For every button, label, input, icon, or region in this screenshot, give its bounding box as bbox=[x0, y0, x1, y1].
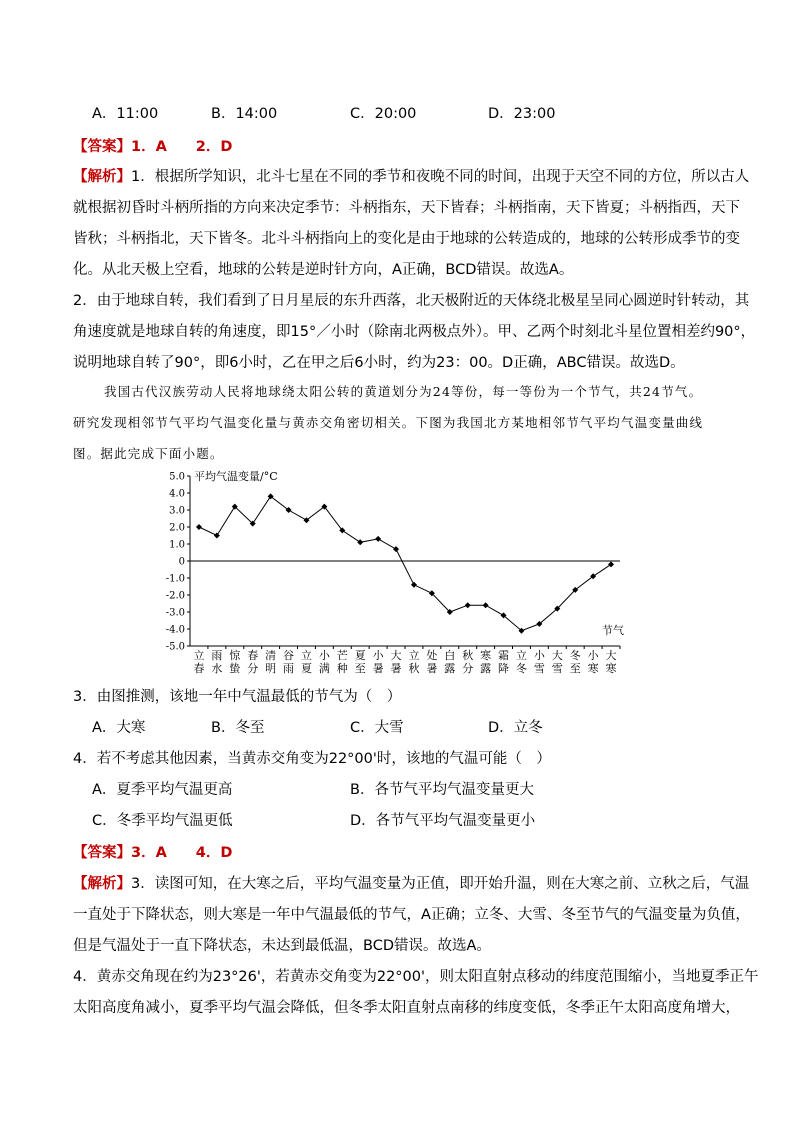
data-point bbox=[214, 533, 220, 539]
y-tick-label: 0 bbox=[178, 556, 185, 568]
x-tick-label: 立 bbox=[300, 649, 312, 662]
x-tick-label: 霜 bbox=[498, 649, 510, 662]
x-tick-label: 满 bbox=[318, 662, 330, 675]
x-tick-label: 小 bbox=[318, 649, 330, 662]
data-point bbox=[483, 602, 489, 608]
q4-option-b: B．各节气平均气温变量更大 bbox=[350, 782, 534, 798]
analysis-line: 化。从北天极上空看，地球的公转是逆时针方向，A正确，BCD错误。故选A。 bbox=[73, 262, 574, 278]
x-tick-label: 秋 bbox=[408, 662, 420, 675]
analysis-line: 【解析】1．根据所学知识，北斗七星在不同的季节和夜晚不同的时间，出现于天空不同的方位，所以古人 bbox=[73, 169, 750, 185]
option-d: D．23:00 bbox=[488, 106, 556, 122]
data-point bbox=[608, 561, 614, 567]
series-line bbox=[199, 496, 611, 630]
x-tick-label: 水 bbox=[211, 662, 223, 675]
data-point bbox=[357, 539, 363, 545]
x-tick-label: 冬 bbox=[515, 662, 527, 675]
intro-line: 我国古代汉族劳动人民将地球绕太阳公转的黄道划分为24等份，每一等份为一个节气，共24节气。 bbox=[104, 384, 703, 399]
x-tick-label: 秋 bbox=[462, 649, 474, 662]
x-tick-label: 雪 bbox=[551, 662, 563, 675]
x-tick-label: 春 bbox=[193, 662, 205, 675]
x-tick-label: 处 bbox=[426, 649, 438, 662]
answer-label: 【答案】 bbox=[73, 845, 131, 861]
y-tick-label: 3.0 bbox=[169, 505, 185, 517]
x-tick-label: 种 bbox=[336, 662, 348, 675]
q3-option-c: C．大雪 bbox=[350, 720, 404, 736]
intro-line: 图。据此完成下面小题。 bbox=[73, 446, 224, 461]
x-tick-label: 惊 bbox=[229, 649, 241, 662]
y-tick-label: 4.0 bbox=[169, 488, 185, 500]
x-tick-label: 大 bbox=[605, 649, 617, 662]
analysis-line: 角速度就是地球自转的角速度，即15°／小时（除南北两极点外）。甲、乙两个时刻北斗星位置相差约90°， bbox=[73, 324, 756, 340]
x-tick-label: 冬 bbox=[569, 649, 581, 662]
question-3-stem: 3．由图推测，该地一年中气温最低的节气为（ ） bbox=[73, 689, 402, 705]
x-tick-label: 清 bbox=[265, 649, 277, 662]
x-tick-label: 分 bbox=[462, 662, 474, 675]
x-tick-label: 寒 bbox=[480, 649, 492, 662]
analysis-label: 【解析】 bbox=[73, 169, 131, 185]
x-tick-label: 露 bbox=[444, 662, 456, 675]
x-tick-label: 大 bbox=[551, 649, 563, 662]
q4-option-d: D．各节气平均气温变量更小 bbox=[350, 813, 536, 829]
x-tick-label: 明 bbox=[265, 662, 277, 675]
y-tick-label: -3.0 bbox=[165, 607, 185, 619]
answer-text: 1．A 2．D bbox=[131, 139, 233, 155]
analysis-line: 一直处于下降状态，则大寒是一年中气温最低的节气，A正确；立冬、大雪、冬至节气的气温变量为负值， bbox=[73, 907, 750, 923]
option-b: B．14:00 bbox=[211, 106, 278, 122]
answer-label: 【答案】 bbox=[73, 139, 131, 155]
x-tick-label: 降 bbox=[498, 662, 510, 675]
y-tick-label: -2.0 bbox=[165, 590, 185, 602]
answer-text: 3．A 4．D bbox=[131, 845, 233, 861]
y-tick-label: -5.0 bbox=[165, 641, 185, 653]
data-point bbox=[411, 582, 417, 588]
x-tick-label: 暑 bbox=[390, 662, 402, 675]
y-axis-label: 平均气温变量/°C bbox=[194, 470, 278, 483]
x-tick-label: 立 bbox=[408, 649, 420, 662]
question-4-stem: 4．若不考虑其他因素，当黄赤交角变为22°00'时，该地的气温可能（ ） bbox=[73, 751, 551, 767]
answer-block-2 bbox=[73, 841, 232, 862]
analysis-line: 太阳高度角减小，夏季平均气温会降低，但冬季太阳直射点南移的纬度变低，冬季正午太阳高度角增大， bbox=[73, 1000, 740, 1016]
data-point bbox=[375, 536, 381, 542]
analysis-line: 就根据初昏时斗柄所指的方向来决定季节：斗柄指东，天下皆春；斗柄指南，天下皆夏；斗柄指西，天下 bbox=[73, 200, 740, 216]
q4-option-a: A．夏季平均气温更高 bbox=[92, 782, 233, 798]
x-tick-label: 露 bbox=[480, 662, 492, 675]
analysis-label: 【解析】 bbox=[73, 876, 131, 892]
x-tick-label: 立 bbox=[515, 649, 527, 662]
x-tick-label: 夏 bbox=[354, 649, 366, 662]
analysis-line: 2．由于地球自转，我们看到了日月星辰的东升西落，北天极附近的天体绕北极星呈同心圆逆时针转动，其 bbox=[73, 293, 750, 309]
x-tick-label: 雪 bbox=[533, 662, 545, 675]
x-tick-label: 小 bbox=[372, 649, 384, 662]
x-tick-label: 立 bbox=[193, 649, 205, 662]
y-tick-label: 5.0 bbox=[169, 471, 185, 483]
x-axis-label: 节气 bbox=[602, 624, 624, 637]
analysis-line: 皆秋；斗柄指北，天下皆冬。北斗斗柄指向上的变化是由于地球的公转造成的，地球的公转形成季节的变 bbox=[73, 231, 740, 247]
x-tick-label: 芒 bbox=[336, 649, 348, 662]
x-tick-label: 分 bbox=[247, 662, 259, 675]
analysis-line: 4．黄赤交角现在约为23°26'，若黄赤交角变为22°00'，则太阳直射点移动的纬度范围缩小，当地夏季正午 bbox=[73, 969, 759, 985]
x-tick-label: 春 bbox=[247, 649, 259, 662]
x-tick-label: 寒 bbox=[605, 662, 617, 675]
analysis-line: 【解析】3．读图可知，在大寒之后，平均气温变量为正值，即开始升温，则在大寒之前、立秋之后，气温 bbox=[73, 876, 750, 892]
answer-block-1 bbox=[73, 135, 232, 156]
y-tick-label: 1.0 bbox=[169, 539, 185, 551]
x-tick-label: 雨 bbox=[283, 662, 295, 675]
x-tick-label: 谷 bbox=[283, 649, 295, 662]
temperature-change-chart bbox=[160, 466, 640, 676]
x-tick-label: 小 bbox=[533, 649, 545, 662]
intro-line: 研究发现相邻节气平均气温变化量与黄赤交角密切相关。下图为我国北方某地相邻节气平均气温变量曲线 bbox=[73, 415, 704, 430]
q3-option-a: A．大寒 bbox=[92, 720, 146, 736]
option-a: A．11:00 bbox=[92, 106, 159, 122]
option-c: C．20:00 bbox=[350, 106, 417, 122]
x-tick-label: 至 bbox=[354, 662, 366, 675]
q3-option-b: B．冬至 bbox=[211, 720, 265, 736]
analysis-line: 说明地球自转了90°，即6小时，乙在甲之后6小时，约为23：00。D正确，ABC错误。故选D。 bbox=[73, 355, 685, 371]
x-tick-label: 雨 bbox=[211, 649, 223, 662]
x-tick-label: 小 bbox=[587, 649, 599, 662]
x-tick-label: 寒 bbox=[587, 662, 599, 675]
x-tick-label: 暑 bbox=[372, 662, 384, 675]
data-point bbox=[465, 602, 471, 608]
q4-option-c: C．冬季平均气温更低 bbox=[92, 813, 233, 829]
data-point bbox=[393, 546, 399, 552]
analysis-line: 但是气温处于一直下降状态，未达到最低温，BCD错误。故选A。 bbox=[73, 938, 491, 954]
y-tick-label: -1.0 bbox=[165, 573, 185, 585]
x-tick-label: 至 bbox=[569, 662, 581, 675]
x-tick-label: 大 bbox=[390, 649, 402, 662]
x-tick-label: 蛰 bbox=[229, 662, 241, 675]
x-tick-label: 暑 bbox=[426, 662, 438, 675]
x-tick-label: 夏 bbox=[300, 662, 312, 675]
y-tick-label: -4.0 bbox=[165, 624, 185, 636]
data-point bbox=[196, 524, 202, 530]
x-tick-label: 白 bbox=[444, 649, 456, 662]
q3-option-d: D．立冬 bbox=[488, 720, 543, 736]
y-tick-label: 2.0 bbox=[169, 522, 185, 534]
